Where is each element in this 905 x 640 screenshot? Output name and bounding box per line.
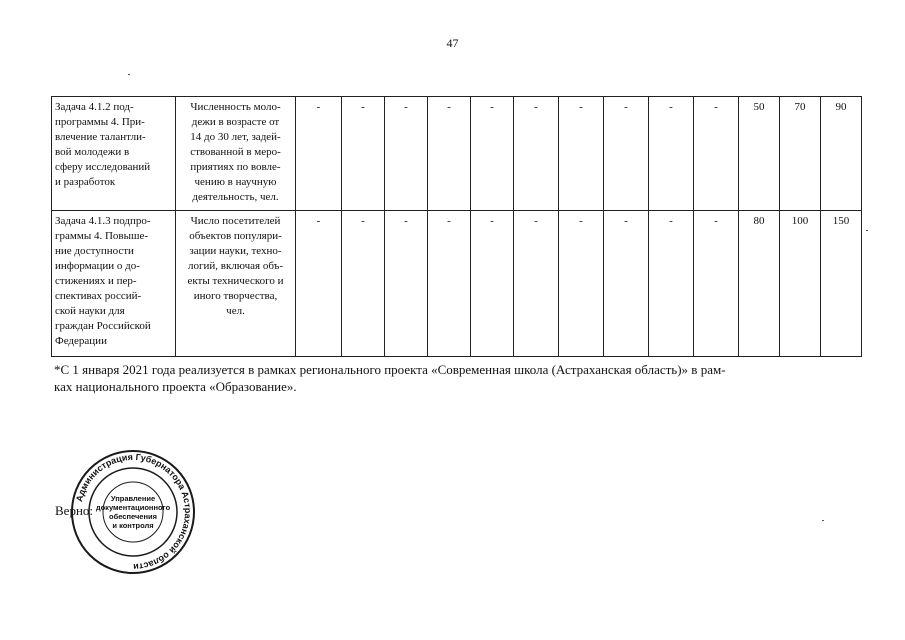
indicator-cell	[176, 211, 296, 357]
task-cell	[52, 211, 176, 357]
official-seal	[70, 449, 196, 575]
value-cell: -	[694, 97, 739, 211]
value-cell: 70	[780, 97, 821, 211]
value-cell: -	[471, 211, 514, 357]
value-cell: -	[604, 211, 649, 357]
value-cell: -	[471, 97, 514, 211]
indicator-line: логий, включая объ-	[188, 260, 283, 272]
footnote-line-1: *С 1 января 2021 года реализуется в рамках регионального проекта «Современная школа (Астраханская область)» в рам-	[54, 362, 726, 377]
value-cell: -	[694, 211, 739, 357]
value-cell: -	[559, 211, 604, 357]
footnote	[54, 361, 854, 395]
seal-ring-text: Администрация Губернатора Астраханской области	[74, 451, 194, 573]
task-line: Задача 4.1.2 под-	[55, 101, 134, 113]
value-cell: -	[342, 97, 385, 211]
task-line: программы 4. При-	[55, 116, 145, 128]
indicator-line: чению в научную	[194, 176, 277, 188]
seal-center-line: Управление	[110, 494, 156, 503]
value-cell: -	[559, 97, 604, 211]
page-number: 47	[446, 36, 459, 50]
value-cell: -	[385, 211, 428, 357]
indicator-line: ствованной в меро-	[190, 146, 281, 158]
indicator-line: дежи в возрасте от	[191, 116, 280, 128]
indicator-line: объектов популяри-	[189, 230, 282, 242]
task-line: вой молодежи в	[55, 146, 130, 158]
indicator-line: зации науки, техно-	[189, 245, 282, 257]
verno-label: Верно:	[55, 503, 94, 518]
scan-speck	[822, 520, 824, 521]
scan-speck	[128, 74, 130, 75]
task-line: стижениях и пер-	[55, 275, 137, 287]
value-cell: 80	[739, 211, 780, 357]
value-cell: -	[296, 211, 342, 357]
task-line: и разработок	[55, 176, 116, 188]
indicator-line: 14 до 30 лет, задей-	[190, 131, 281, 143]
scan-speck	[866, 230, 868, 231]
table-row	[52, 97, 862, 211]
value-cell: -	[385, 97, 428, 211]
indicator-line: деятельность, чел.	[192, 191, 279, 203]
value-cell: 150	[821, 211, 862, 357]
value-cell: 50	[739, 97, 780, 211]
indicator-line: иного творчества,	[193, 290, 278, 302]
task-line: спективах россий-	[55, 290, 142, 302]
task-line: ской науки для	[55, 305, 125, 317]
seal-center-line: обеспечения	[108, 512, 158, 521]
indicator-line: Число посетителей	[190, 215, 281, 227]
task-line: влечение талантли-	[55, 131, 146, 143]
seal-center-line: и контроля	[112, 521, 154, 530]
value-cell: -	[649, 97, 694, 211]
task-line: информации о до-	[55, 260, 140, 272]
footnote-line-2: ках национального проекта «Образование».	[54, 379, 297, 394]
indicator-line: Численность моло-	[190, 101, 281, 113]
value-cell: -	[514, 211, 559, 357]
task-line: граммы 4. Повыше-	[55, 230, 149, 242]
value-cell: -	[428, 211, 471, 357]
task-line: сферу исследований	[55, 161, 151, 173]
indicator-line: чел.	[226, 305, 245, 317]
value-cell: -	[514, 97, 559, 211]
task-line: граждан Российской	[55, 320, 151, 332]
indicators-table	[51, 96, 862, 357]
value-cell: 90	[821, 97, 862, 211]
indicator-line: екты технического и	[187, 275, 284, 287]
task-line: ние доступности	[55, 245, 134, 257]
table-row	[52, 211, 862, 357]
indicator-line: приятиях по вовле-	[190, 161, 281, 173]
task-line: Задача 4.1.3 подпро-	[55, 215, 151, 227]
task-cell	[52, 97, 176, 211]
value-cell: -	[342, 211, 385, 357]
seal-center-line: документационного	[95, 503, 171, 512]
value-cell: -	[604, 97, 649, 211]
value-cell: -	[296, 97, 342, 211]
value-cell: -	[428, 97, 471, 211]
indicator-cell	[176, 97, 296, 211]
task-line: Федерации	[55, 335, 107, 347]
value-cell: 100	[780, 211, 821, 357]
value-cell: -	[649, 211, 694, 357]
